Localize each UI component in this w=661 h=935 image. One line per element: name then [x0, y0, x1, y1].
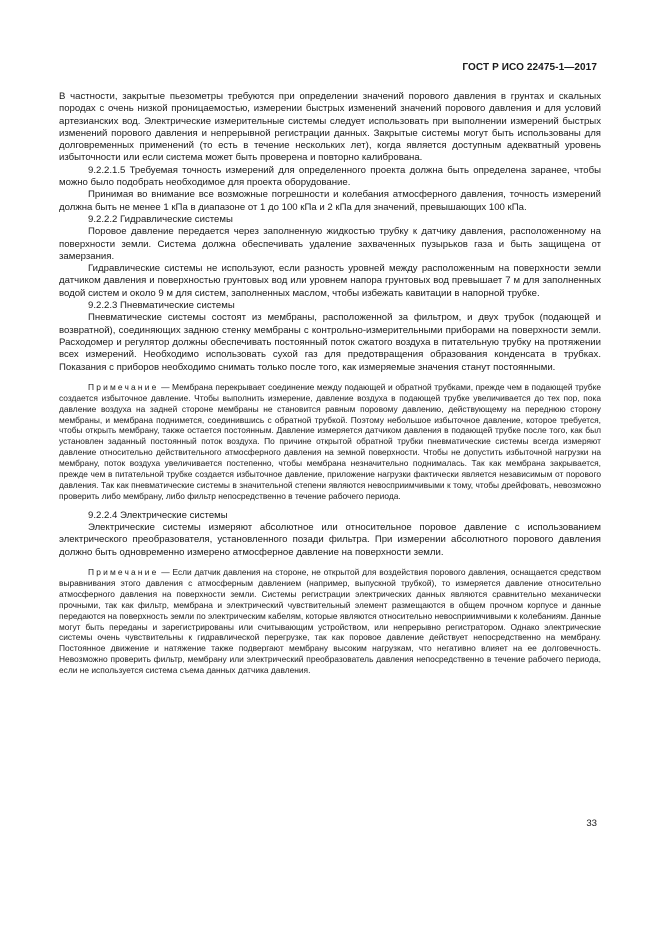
paragraph-hydraulic-transfer: Поровое давление передается через заполненную жидкостью трубку к датчику давления, расположенному на поверхности земли. Система должна обеспечивать удаление захваченных пузырьков газа и быть защищена от замерзания.: [59, 226, 601, 262]
paragraph-accuracy-requirement: 9.2.2.1.5 Требуемая точность измерений для определенного проекта должна быть определена заранее, чтобы можно было подобрать необходимое для проекта оборудование.: [59, 164, 601, 189]
document-body: [59, 91, 601, 676]
note-pneumatic: [59, 382, 601, 502]
note-text: — Мембрана перекрывает соединение между подающей и обратной трубками, прежде чем в подающей трубке создается избыточное давление. Чтобы выполнить измерение, давление воздуха в подающей трубке увеличивается до тех пор, пока давление воздуха на задней стороне мембраны не становится равным поровому давлению, действующему на переднюю сторону мембраны, и мембрана поднимется, соединившись с обратной трубкой. Поэтому небольшое избыточное давление, которое требуется, чтобы открыть мембрану, также остается постоянным. Давление измеряется датчиком давления в подающей трубке после того, как был установлен заданный постоянный поток воздуха. По причине открытой обратной трубки пневматические системы всегда измеряют давление относительно действительного атмосферного давления на земной поверхности. Чтобы не допустить избыточной нагрузки на мембрану, поток воздуха увеличивается постепенно, чтобы мембрана незначительно поднималась. Так как мембрана закрывается, прежде чем в питательной трубке создается избыточное давление, приложение нагрузки фактически является независимым от порового давления. Так как пневматические системы в значительной степени являются невосприимчивыми к тому, чтобы дрейфовать, невозможно проверить либо мембрану, либо фильтр непосредственно в течение рабочего периода.: [59, 381, 601, 501]
paragraph-electric-systems: Электрические системы измеряют абсолютное или относительное поровое давление с использованием электрического преобразователя, установленного позади фильтра. При измерении абсолютного порового давления должно быть одновременно измерено атмосферное давление на поверхности земли.: [59, 522, 601, 558]
note-label: Примечание: [88, 566, 159, 577]
note-text: — Если датчик давления на стороне, не открытой для воздействия порового давления, оснащается средством выравнивания этого давления с атмосферным давлением (например, выпускной трубкой), то измеряется давление относительно атмосферного давления на поверхности земли. Системы регистрации электрических данных являются сравнительно механически прочными, так как фильтр, мембрана и электрический чувствительный элемент размещаются в общем прочном корпусе и данные передаются на поверхность земли по электрическим кабелям, которые являются относительно невосприимчивыми к колебаниям. Данные могут быть переданы и зарегистрированы или считывающим устройством, или непрерывно регистратором. Однако электрические системы очень чувствительны к гидравлической перегрузке, так как поровое давление действует непосредственно на мембрану. Постоянное движение и натяжение также подвергают мембрану высоким нагрузкам, что негативно влияет на ее долговечность. Невозможно проверить фильтр, мембрану или электрический преобразователь давления непосредственно в течение рабочего периода, если не используется система съема данных датчика давления.: [59, 566, 601, 676]
paragraph-pneumatic-systems: Пневматические системы состоят из мембраны, расположенной за фильтром, и двух трубок (подающей и возвратной), соединяющих заднюю стенку мембраны с контрольно-измерительными приборами на поверхности земли. Расходомер и регулятор должны обеспечивать постоянный поток сжатого воздуха в питательную трубку на протяжении всех измерений. Необходимо использовать сухой газ для предотвращения образования конденсата в трубках. Показания с приборов необходимо снимать только после того, как измеряемые значения станут постоянными.: [59, 312, 601, 373]
page-number: 33: [586, 818, 597, 829]
section-heading-pneumatic: 9.2.2.3 Пневматические системы: [88, 300, 235, 312]
note-electric: [59, 567, 601, 676]
note-label: Примечание: [88, 381, 159, 392]
page-header-standard: ГОСТ Р ИСО 22475-1—2017: [462, 62, 597, 73]
section-heading-hydraulic: 9.2.2.2 Гидравлические системы: [88, 213, 233, 225]
paragraph-hydraulic-limits: Гидравлические системы не используют, если разность уровней между расположенным на поверхности земли датчиком давления и поверхностью грунтовых вод или уровнем напора грунтовых вод превышает 7 м для заполненных водой систем и около 9 м для систем, заполненных маслом, чтобы избежать кавитации в напорной трубке.: [59, 263, 601, 299]
section-heading-electric: 9.2.2.4 Электрические системы: [88, 509, 228, 521]
paragraph-accuracy-values: Принимая во внимание все возможные погрешности и колебания атмосферного давления, точность измерений должна быть не менее 1 кПа в диапазоне от 1 до 100 кПа и 2 кПа для значений, превышающих 100 кПа.: [59, 189, 601, 213]
paragraph-closed-piezometers: В частности, закрытые пьезометры требуются при определении значений порового давления в грунтах и скальных породах с очень низкой проницаемостью, измерении быстрых изменений значений порового давления и для условий артезианских вод. Электрические измерительные системы следует использовать при выполнении измерений быстрых изменений порового давления и непрерывной регистрации данных. Закрытые системы могут быть использованы для долговременных применений (то есть в течение нескольких лет), когда является доступным адекватный уровень избыточности или если система может быть проверена и повторно калибрована.: [59, 91, 601, 164]
